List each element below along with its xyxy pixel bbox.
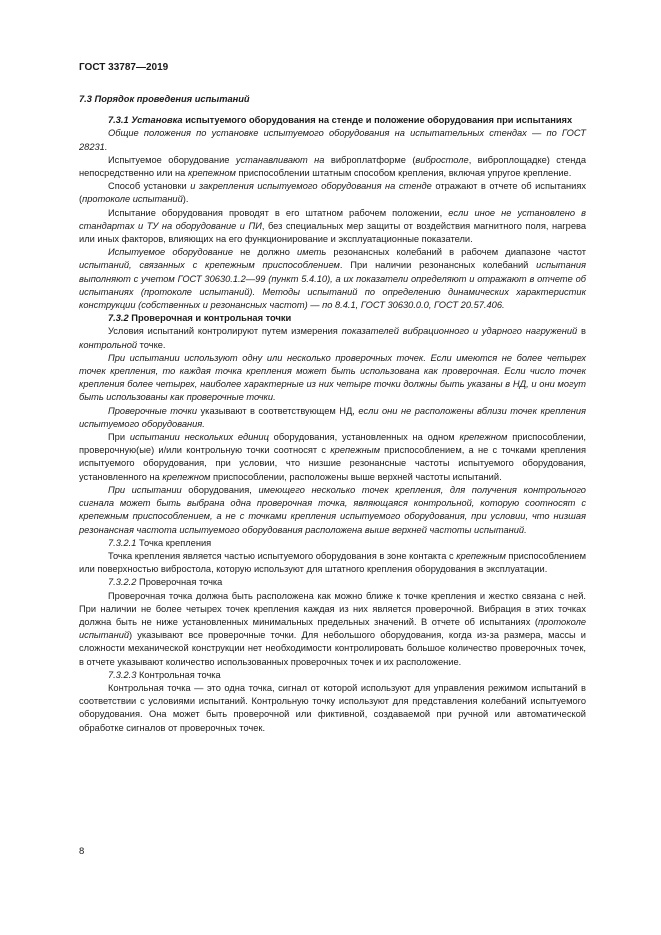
section-heading-7-3: 7.3 Порядок проведения испытаний	[79, 94, 250, 104]
paragraph: При испытании нескольких единиц оборудования, установленных на одном крепежном приспособлении, проверочную(ые) и/или контрольную точки соотносят с крепежным приспособлением, а не с точками крепления испытуемого оборудования, при условии, что низшие резонансные частоты испытуемого оборудования, установленного на крепежном приспособлении, расположены выше верхней частоты испытаний.	[79, 432, 586, 482]
subsection-heading-7-3-2: 7.3.2 Проверочная и контрольная точки	[108, 313, 292, 324]
paragraph: Контрольная точка — это одна точка, сигнал от которой используют для управления режимом испытаний в соответствии с условиями испытаний. Контрольную точку используют для представления колебаний испытуемого оборудования. Она может быть проверочной или фиктивной, создаваемой при ручной или автоматической обработке сигналов от проверочных точек.	[79, 682, 586, 733]
page-number: 8	[79, 846, 85, 857]
paragraph: При испытании оборудования, имеющего несколько точек крепления, для получения контрольного сигнала может быть выбрана одна проверочная точка, являющаяся контрольной, которую соотносят с крепежным приспособлением, а не с точками крепления испытуемого оборудования, при условии, что низшая резонансная частота испытуемого оборудования расположена выше верхней частоты испытаний.	[79, 484, 586, 535]
paragraph: Испытуемое оборудование не должно иметь резонансных колебаний в рабочем диапазоне частот испытаний, связанных с крепежным приспособлением. При наличии резонансных колебаний испытания выполняют с учетом ГОСТ 30630.1.2—99 (пункт 5.4.10), а их показатели определяют и отражают в отчете об испытаниях (протоколе испытаний). Методы испытаний по определению динамических характеристик конструкции (собственных и резонансных частот) — по 8.4.1, ГОСТ 30630.0.0, ГОСТ 20.57.406.	[79, 247, 586, 311]
paragraph: При испытании используют одну или несколько проверочных точек. Если имеются не более четырех точек крепления, то каждая точка крепления может быть использована как проверочная. Если число точек крепления более четырех, наиболее характерные из них четыре точки должны быть указаны в НД, и они могут быть использованы как проверочные точки.	[79, 352, 586, 403]
clause-heading-7-3-2-1: 7.3.2.1 Точка крепления	[108, 537, 212, 548]
document-body	[79, 93, 586, 735]
paragraph: Испытуемое оборудование устанавливают на виброплатформе (вибростоле, виброплощадке) стенда непосредственно или на крепежном приспособлении штатным способом крепления, включая упругое крепление.	[79, 154, 587, 179]
paragraph: Испытание оборудования проводят в его штатном рабочем положении, если иное не установлено в стандартах и ТУ на оборудование и ПИ, без специальных мер защиты от воздействия магнитного поля, нагрева или иных факторов, влияющих на его функционирование и эксплуатационные показатели.	[79, 207, 586, 245]
paragraph: Точка крепления является частью испытуемого оборудования в зоне контакта с крепежным приспособлением или поверхностью вибростола, которую используют для штатного крепления оборудования в эксплуатации.	[79, 550, 586, 575]
paragraph: Условия испытаний контролируют путем измерения показателей вибрационного и ударного нагружений в контрольной точке.	[79, 326, 586, 350]
paragraph: Общие положения по установке испытуемого оборудования на испытательных стендах — по ГОСТ 28231.	[79, 128, 586, 152]
document-header: ГОСТ 33787—2019	[79, 62, 169, 73]
paragraph: Проверочные точки указывают в соответствующем НД, если они не расположены вблизи точек крепления испытуемого оборудования.	[79, 405, 587, 429]
subsection-heading-7-3-1: 7.3.1 Установка испытуемого оборудования на стенде и положение оборудования при испытаниях	[108, 115, 573, 126]
clause-heading-7-3-2-2: 7.3.2.2 Проверочная точка	[108, 577, 223, 588]
paragraph: Проверочная точка должна быть расположена как можно ближе к точке крепления и жестко связана с ней. При наличии не более четырех точек крепления каждая из них является проверочной. Вибрация в этих точках должна быть не ниже установленных минимальных предельных значений. В отчете об испытаниях (протоколе испытаний) указывают все проверочные точки. Для небольшого оборудования, когда из-за размера, массы и сложности механической конструкции нет необходимости контролировать большое количество проверочных точек, в отчете указывают количество использованных проверочных точек и их расположение.	[79, 590, 586, 667]
clause-heading-7-3-2-3: 7.3.2.3 Контрольная точка	[108, 669, 221, 680]
paragraph: Способ установки и закрепления испытуемого оборудования на стенде отражают в отчете об испытаниях (протоколе испытаний).	[79, 181, 587, 205]
